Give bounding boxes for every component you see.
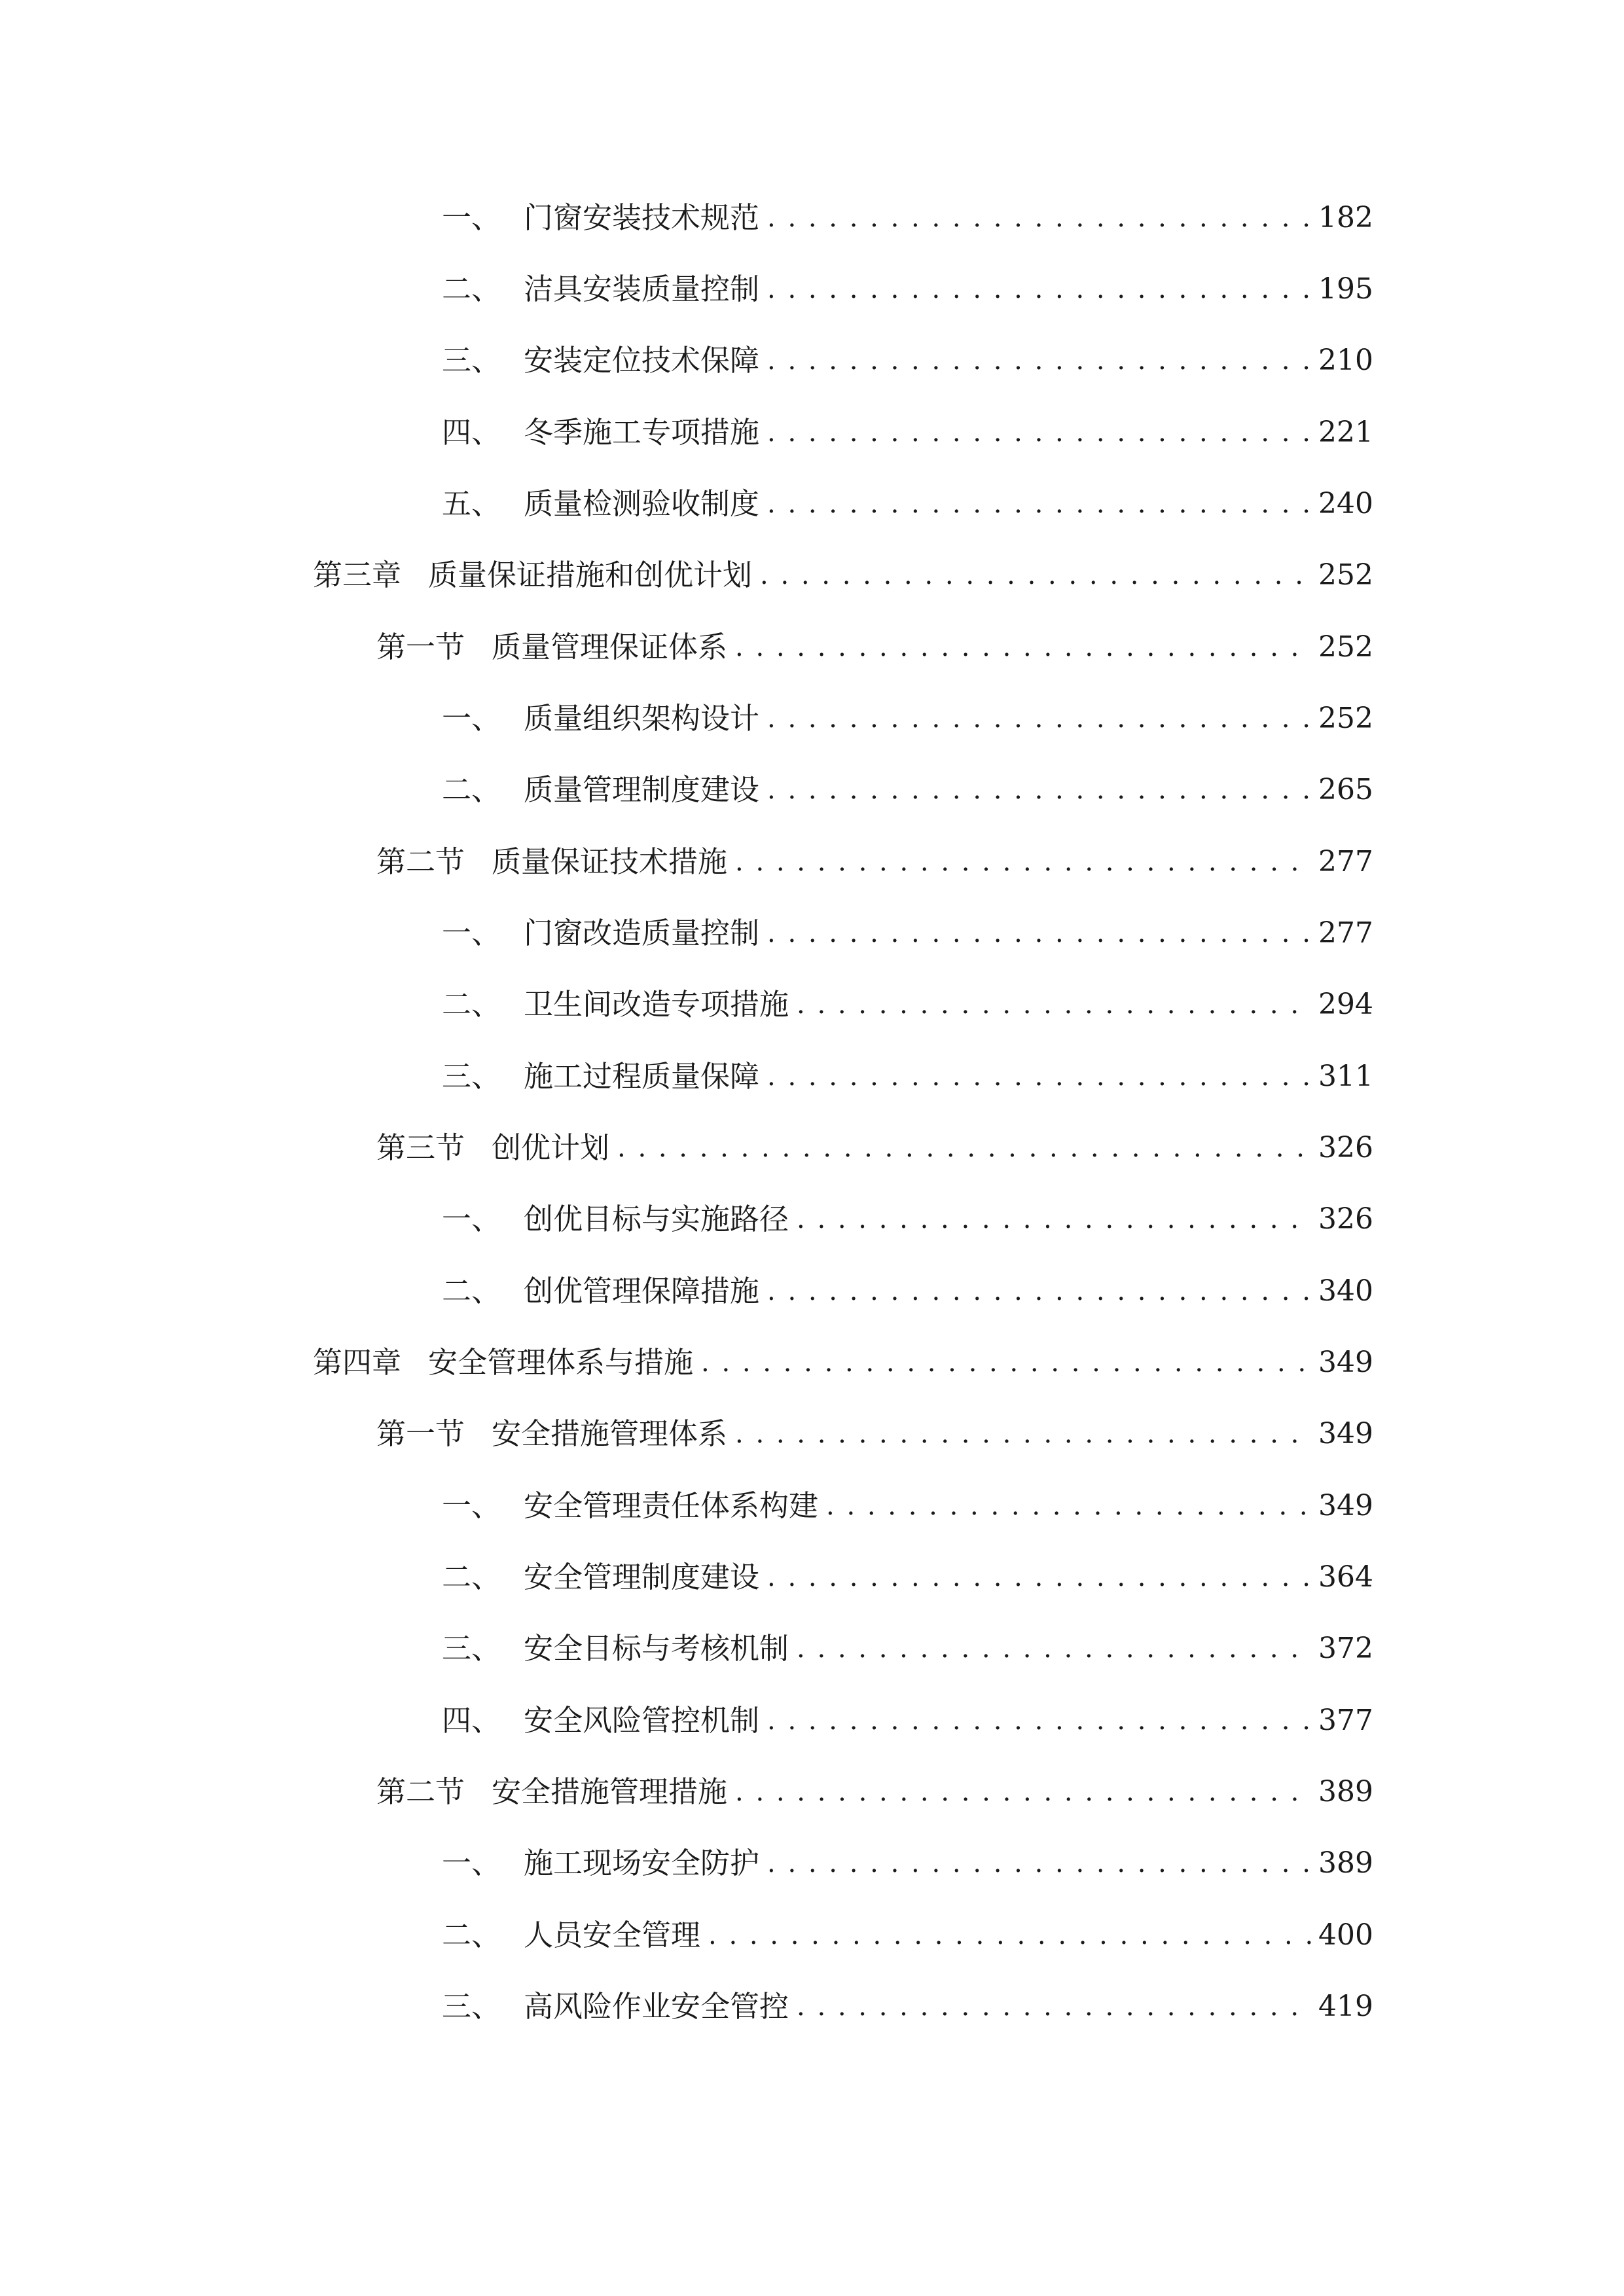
toc-entry-page: 349 — [1318, 1417, 1373, 1450]
toc-entry-page: 377 — [1318, 1704, 1373, 1737]
toc-entry-number: 二、 — [442, 772, 501, 807]
toc-entry-title: 安全管理体系与措施 — [428, 1345, 694, 1380]
dot-leader — [617, 1125, 1311, 1171]
toc-entry-page: 326 — [1318, 1202, 1373, 1236]
toc-entry-title: 安全管理责任体系构建 — [524, 1488, 819, 1523]
toc-entry-title: 安装定位技术保障 — [524, 343, 760, 378]
dot-leader — [767, 1554, 1311, 1600]
toc-entry-page: 364 — [1318, 1560, 1373, 1594]
dot-leader — [797, 1626, 1311, 1672]
toc-entry[interactable] — [442, 910, 1373, 956]
toc-entry[interactable] — [442, 266, 1373, 312]
toc-entry-number: 一、 — [442, 1846, 501, 1880]
toc-entry-number: 一、 — [442, 1202, 501, 1236]
toc-entry[interactable] — [442, 1196, 1373, 1242]
toc-entry-number: 第二节 — [376, 1774, 465, 1809]
toc-entry-page: 182 — [1318, 201, 1373, 234]
toc-entry[interactable] — [442, 1268, 1373, 1314]
toc-entry-number: 一、 — [442, 916, 501, 950]
toc-entry-number: 第四章 — [313, 1345, 402, 1380]
dot-leader — [767, 767, 1311, 813]
toc-entry[interactable] — [376, 839, 1373, 885]
toc-entry[interactable] — [442, 1054, 1373, 1100]
toc-entry-number: 四、 — [442, 415, 501, 450]
dot-leader — [767, 696, 1311, 742]
dot-leader — [735, 624, 1311, 670]
dot-leader — [767, 1698, 1311, 1744]
toc-entry-number: 三、 — [442, 343, 501, 378]
toc-entry-number: 一、 — [442, 1488, 501, 1523]
toc-entry-number: 三、 — [442, 1059, 501, 1094]
toc-entry-page: 221 — [1318, 416, 1373, 449]
toc-entry[interactable] — [442, 1483, 1373, 1529]
toc-entry-page: 372 — [1318, 1632, 1373, 1665]
toc-entry-title: 质量管理制度建设 — [524, 772, 760, 807]
dot-leader — [767, 481, 1311, 527]
toc-entry-number: 三、 — [442, 1631, 501, 1666]
toc-entry-title: 门窗改造质量控制 — [524, 916, 760, 950]
toc-entry-number: 二、 — [442, 272, 501, 306]
toc-entry-title: 施工现场安全防护 — [524, 1846, 760, 1880]
toc-entry-title: 安全管理制度建设 — [524, 1560, 760, 1594]
toc-entry-title: 施工过程质量保障 — [524, 1059, 760, 1094]
toc-entry-title: 质量保证措施和创优计划 — [428, 558, 753, 592]
toc-entry-page: 389 — [1318, 1846, 1373, 1880]
toc-entry-number: 二、 — [442, 1274, 501, 1308]
toc-entry[interactable] — [442, 767, 1373, 813]
toc-entry[interactable] — [442, 338, 1373, 384]
toc-entry-title: 质量检测验收制度 — [524, 486, 760, 521]
toc-entry-page: 294 — [1318, 988, 1373, 1021]
toc-entry[interactable] — [442, 1984, 1373, 2030]
toc-entry[interactable] — [376, 1125, 1373, 1171]
toc-entry[interactable] — [442, 1840, 1373, 1886]
toc-entry[interactable] — [442, 696, 1373, 742]
toc-entry-number: 五、 — [442, 486, 501, 521]
dot-leader — [708, 1912, 1311, 1958]
toc-entry-page: 252 — [1318, 558, 1373, 592]
toc-entry[interactable] — [442, 1912, 1373, 1958]
toc-entry[interactable] — [376, 624, 1373, 670]
toc-entry-page: 252 — [1318, 702, 1373, 735]
dot-leader — [735, 839, 1311, 885]
toc-entry[interactable] — [376, 1411, 1373, 1457]
toc-entry-title: 质量管理保证体系 — [492, 630, 728, 664]
toc-entry-page: 195 — [1318, 272, 1373, 306]
dot-leader — [767, 338, 1311, 384]
toc-entry-number: 一、 — [442, 701, 501, 736]
toc-entry-title: 冬季施工专项措施 — [524, 415, 760, 450]
toc-entry-title: 卫生间改造专项措施 — [524, 987, 789, 1022]
toc-entry-page: 265 — [1318, 773, 1373, 806]
toc-entry-page: 419 — [1318, 1990, 1373, 2023]
toc-entry-title: 创优目标与实施路径 — [524, 1202, 789, 1236]
toc-entry-page: 326 — [1318, 1131, 1373, 1164]
toc-entry-title: 安全目标与考核机制 — [524, 1631, 789, 1666]
toc-entry-title: 质量组织架构设计 — [524, 701, 760, 736]
toc-entry[interactable] — [313, 1340, 1373, 1386]
toc-entry-title: 安全风险管控机制 — [524, 1703, 760, 1738]
toc-entry-page: 240 — [1318, 487, 1373, 520]
toc-entry-number: 二、 — [442, 1560, 501, 1594]
toc-entry-title: 人员安全管理 — [524, 1918, 701, 1952]
toc-entry-page: 252 — [1318, 630, 1373, 664]
toc-entry-page: 210 — [1318, 344, 1373, 377]
toc-entry-number: 四、 — [442, 1703, 501, 1738]
toc-entry-number: 第二节 — [376, 844, 465, 879]
dot-leader — [735, 1411, 1311, 1457]
dot-leader — [735, 1769, 1311, 1815]
toc-entry-page: 389 — [1318, 1775, 1373, 1808]
toc-entry-number: 第三节 — [376, 1130, 465, 1165]
toc-entry[interactable] — [376, 1769, 1373, 1815]
toc-entry-page: 311 — [1318, 1060, 1373, 1093]
dot-leader — [767, 1054, 1311, 1100]
toc-entry-number: 第一节 — [376, 1416, 465, 1451]
dot-leader — [767, 1840, 1311, 1886]
dot-leader — [797, 1984, 1311, 2030]
toc-entry[interactable] — [442, 1698, 1373, 1744]
dot-leader — [767, 910, 1311, 956]
toc-entry-title: 安全措施管理体系 — [492, 1416, 728, 1451]
toc-entry-title: 高风险作业安全管控 — [524, 1989, 789, 2024]
toc-entry-number: 三、 — [442, 1989, 501, 2024]
toc-entry[interactable] — [442, 1554, 1373, 1600]
toc-entry-title: 质量保证技术措施 — [492, 844, 728, 879]
toc-entry-number: 二、 — [442, 987, 501, 1022]
toc-entry-title: 创优计划 — [492, 1130, 610, 1165]
dot-leader — [767, 195, 1311, 241]
toc-entry-page: 277 — [1318, 916, 1373, 950]
toc-entry-number: 第一节 — [376, 630, 465, 664]
toc-entry[interactable] — [442, 481, 1373, 527]
dot-leader — [767, 266, 1311, 312]
toc-entry-title: 安全措施管理措施 — [492, 1774, 728, 1809]
toc-entry-title: 创优管理保障措施 — [524, 1274, 760, 1308]
dot-leader — [767, 410, 1311, 456]
toc-entry-page: 349 — [1318, 1346, 1373, 1379]
toc-entry-page: 400 — [1318, 1918, 1373, 1952]
dot-leader — [760, 552, 1311, 598]
toc-entry-page: 277 — [1318, 845, 1373, 878]
toc-entry[interactable] — [442, 410, 1373, 456]
toc-entry[interactable] — [442, 1626, 1373, 1672]
toc-entry-number: 二、 — [442, 1918, 501, 1952]
dot-leader — [701, 1340, 1311, 1386]
toc-entry-page: 349 — [1318, 1489, 1373, 1522]
toc-entry-number: 第三章 — [313, 558, 402, 592]
dot-leader — [767, 1268, 1311, 1314]
toc-entry[interactable] — [442, 982, 1373, 1028]
toc-entry-title: 洁具安装质量控制 — [524, 272, 760, 306]
dot-leader — [797, 982, 1311, 1028]
toc-entry[interactable] — [313, 552, 1373, 598]
toc-entry-number: 一、 — [442, 200, 501, 235]
toc-entry-page: 340 — [1318, 1274, 1373, 1308]
toc-entry[interactable] — [442, 195, 1373, 241]
toc-entry-title: 门窗安装技术规范 — [524, 200, 760, 235]
dot-leader — [797, 1196, 1311, 1242]
dot-leader — [826, 1483, 1311, 1529]
